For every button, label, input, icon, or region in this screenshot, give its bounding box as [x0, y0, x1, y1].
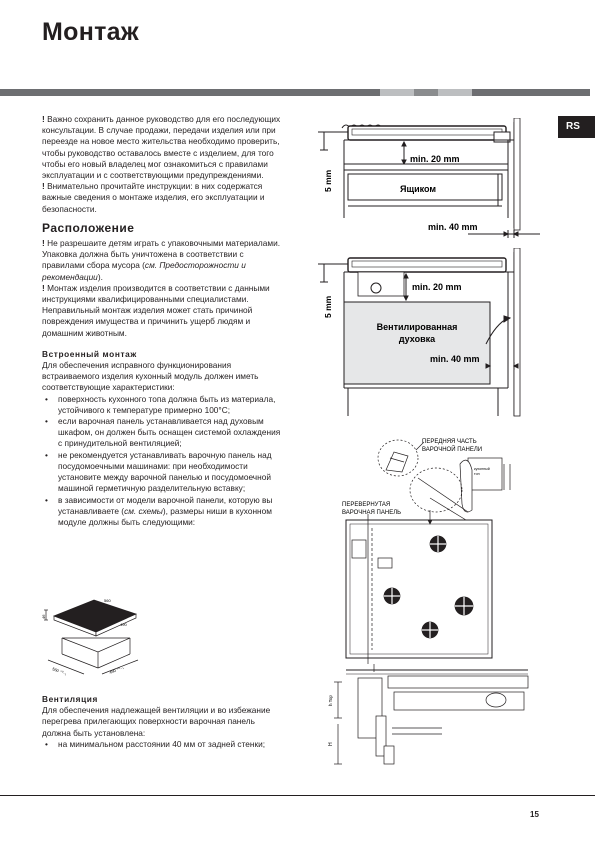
diagram-inverted-hob	[318, 428, 543, 780]
list-item: • на минимальном расстоянии 40 мм от задней стенки;	[58, 739, 282, 750]
placement-paragraph-2: ! Монтаж изделия производится в соответствии с данными инструкциями квалифицированными специалистами. Неправильный монтаж изделия может стать причиной повреждения имущества и причинить ущерб людям и домашним животным.	[42, 282, 270, 338]
diagram-hob-over-drawer	[318, 118, 543, 243]
gap-label: min. 20 mm	[410, 154, 460, 164]
hob-width-label: 560	[104, 598, 111, 603]
hob-height-label: 46	[41, 614, 46, 619]
worktop-label-line-2: топ	[474, 472, 480, 476]
inverted-label-line-2: ВАРОЧНАЯ ПАНЕЛЬ	[342, 510, 402, 516]
gap-label: min. 20 mm	[412, 282, 462, 292]
cutout-depth-label: 490 ⁺⁰₋₁	[108, 664, 125, 675]
hob-dimension-sketch	[40, 596, 150, 678]
intro-paragraph-1: ! Важно сохранить данное руководство для его последующих консультации. В случае продажи, передачи изделия или при переезде на новое место жительства необходимо проверить, чтобы руководство оставалось вместе с изделием, для того чтобы его новый владелец мог ознакомиться с правилами эксплуатации и с соответствующими предупреждениями.	[42, 114, 281, 181]
list-item: • в зависимости от модели варочной панели, которую вы устанавливаете (см. схемы), размеры ниши в кухонном модуле должны быть следующими:	[58, 495, 282, 529]
page-title: Монтаж	[42, 18, 139, 46]
warning-mark: !	[42, 114, 45, 124]
intro-paragraph-2: ! Внимательно прочитайте инструкции: в них содержатся важные сведения о монтаже изделия, его эксплуатации и безопасности.	[42, 181, 265, 214]
builtin-list	[42, 394, 282, 528]
ventilation-heading: Вентиляция	[42, 694, 98, 704]
h-top-label: h Top	[328, 695, 333, 706]
footer-rule	[0, 795, 595, 796]
language-tab: RS	[558, 116, 595, 138]
drawer-label: Ящиком	[400, 184, 437, 194]
list-item: • если варочная панель устанавливается над духовым шкафом, он должен быть оснащен системой охлаждения с принудительной вентиляцией;	[58, 416, 282, 450]
list-item: • поверхность кухонного топа должна быть из материала, устойчивого к температуре примерно 100°C;	[58, 394, 282, 416]
placement-heading: Расположение	[42, 220, 135, 235]
builtin-intro: Для обеспечения исправного функционирования встраиваемого изделия кухонный модуль должен иметь соответствующие характеристики:	[42, 360, 259, 393]
ventilation-section: Вентиляция Для обеспечения надлежащей вентиляции и во избежание перегрева прилегающих поверхности варочная панель должна быть установлена: • на минимальном расстоянии 40 мм от задней стенки;	[42, 688, 282, 750]
h-label: H	[328, 742, 334, 746]
warning-mark: !	[42, 181, 45, 192]
builtin-heading: Встроенный монтаж	[42, 348, 137, 359]
oven-label-line-2: духовка	[398, 334, 436, 344]
rear-gap-label: min. 40 mm	[428, 222, 478, 232]
hob-depth-label: 490	[120, 622, 127, 627]
front-label-line-2: ВАРОЧНОЙ ПАНЕЛИ	[422, 447, 483, 453]
main-text-column	[42, 114, 282, 528]
cutout-width-label: 560 ⁺⁰₋₁	[51, 666, 68, 677]
hob-top-surface	[54, 600, 136, 632]
page-number: 15	[530, 810, 539, 819]
rear-gap-label: min. 40 mm	[430, 354, 480, 364]
front-label-line-1: ПЕРЕДНЯЯ ЧАСТЬ	[422, 439, 477, 445]
worktop-label-line-1: кухонный	[474, 467, 490, 471]
inverted-label-line-1: ПЕРЕВЕРНУТАЯ	[342, 502, 391, 508]
list-item: • не рекомендуется устанавливать варочную панель над посудомоечными машинами: при необходимости установите между варочной панелью и посудомоечной машиной герметичную разделительную вставку;	[58, 450, 282, 495]
header-rule	[0, 89, 590, 96]
diagram-hob-over-oven	[318, 248, 543, 420]
oven-label-line-1: Вентилированная	[376, 322, 458, 332]
placement-paragraph-1: ! Не разрешаите детям играть с упаковочными материалами. Упаковка должна быть уничтожена в соответствии с правилами сбора мусора (см. Предосторожности и рекомендации).	[42, 238, 281, 282]
side-label: 5 mm	[323, 169, 333, 192]
side-label: 5 mm	[323, 295, 333, 318]
